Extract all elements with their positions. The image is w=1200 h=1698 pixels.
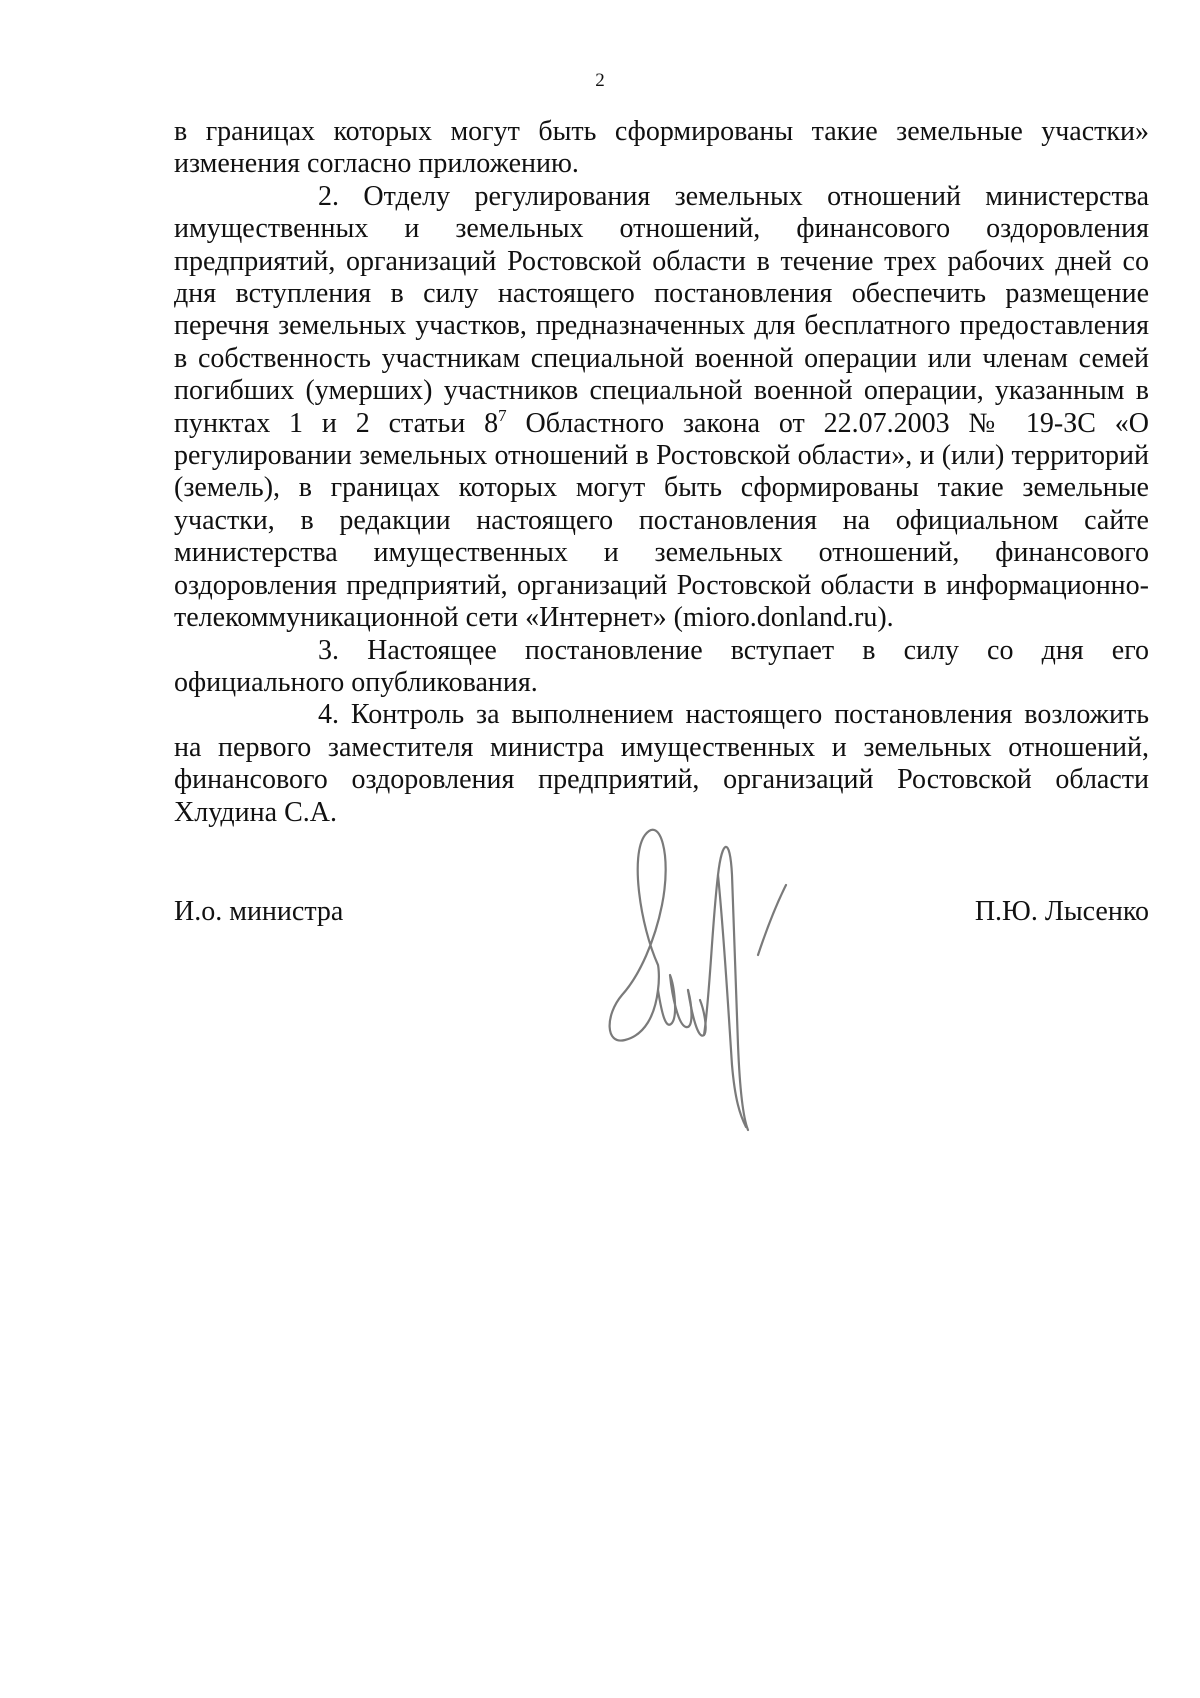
item-2-text-continued: Областного закона от 22.07.2003 № 19-ЗС «О регулировании земельных отношений в Ростовской области», и (или) территорий (земель), в границах которых могут быть сформированы такие земельные участки, в редакции настоящего постановления на официальном сайте министерства имущественных и земельных отношений, финансового оздоровления предприятий, организаций Ростовской области в информационно-телекоммуникационной сети «Интернет» (mioro.donland.ru). [174,407,1149,634]
item-4-text: Контроль за выполнением настоящего постановления возложить на первого заместителя министра имущественных и земельных отношений, финансового оздоровления предприятий, организаций Ростовской области Хлудина С.А. [174,699,1149,828]
signatory-name: П.Ю. Лысенко [974,896,1149,927]
item-2-superscript: 7 [498,405,507,425]
item-3-number: 3. [318,634,339,666]
item-2-text: Отделу регулирования земельных отношений министерства имущественных и земельных отношений, финансового оздоровления предприятий, организаций Ростовской области в течение трех рабочих дней со дня вступления в силу настоящего постановления обеспечить размещение перечня земельных участков, предназначенных для бесплатного предоставления в собственность участникам специальной военной операции или членам семей погибших (умерших) участников специальной военной операции, указанным в пунктах 1 и 2 статьи 8 [174,180,1149,439]
page-number: 2 [595,70,605,91]
item-2-number: 2. [318,180,339,212]
position-title: И.о. министра [174,896,344,927]
item-4 [174,699,1149,829]
paragraph-continuation: в границах которых могут быть сформированы такие земельные участки» изменения согласно приложению. [174,116,1149,180]
item-2 [174,181,1149,635]
handwritten-signature [600,815,860,1135]
document-body [174,116,1149,829]
item-4-number: 4. [318,699,339,731]
item-3-text: Настоящее постановление вступает в силу со дня его официального опубликования. [174,634,1149,698]
item-3 [174,635,1149,700]
